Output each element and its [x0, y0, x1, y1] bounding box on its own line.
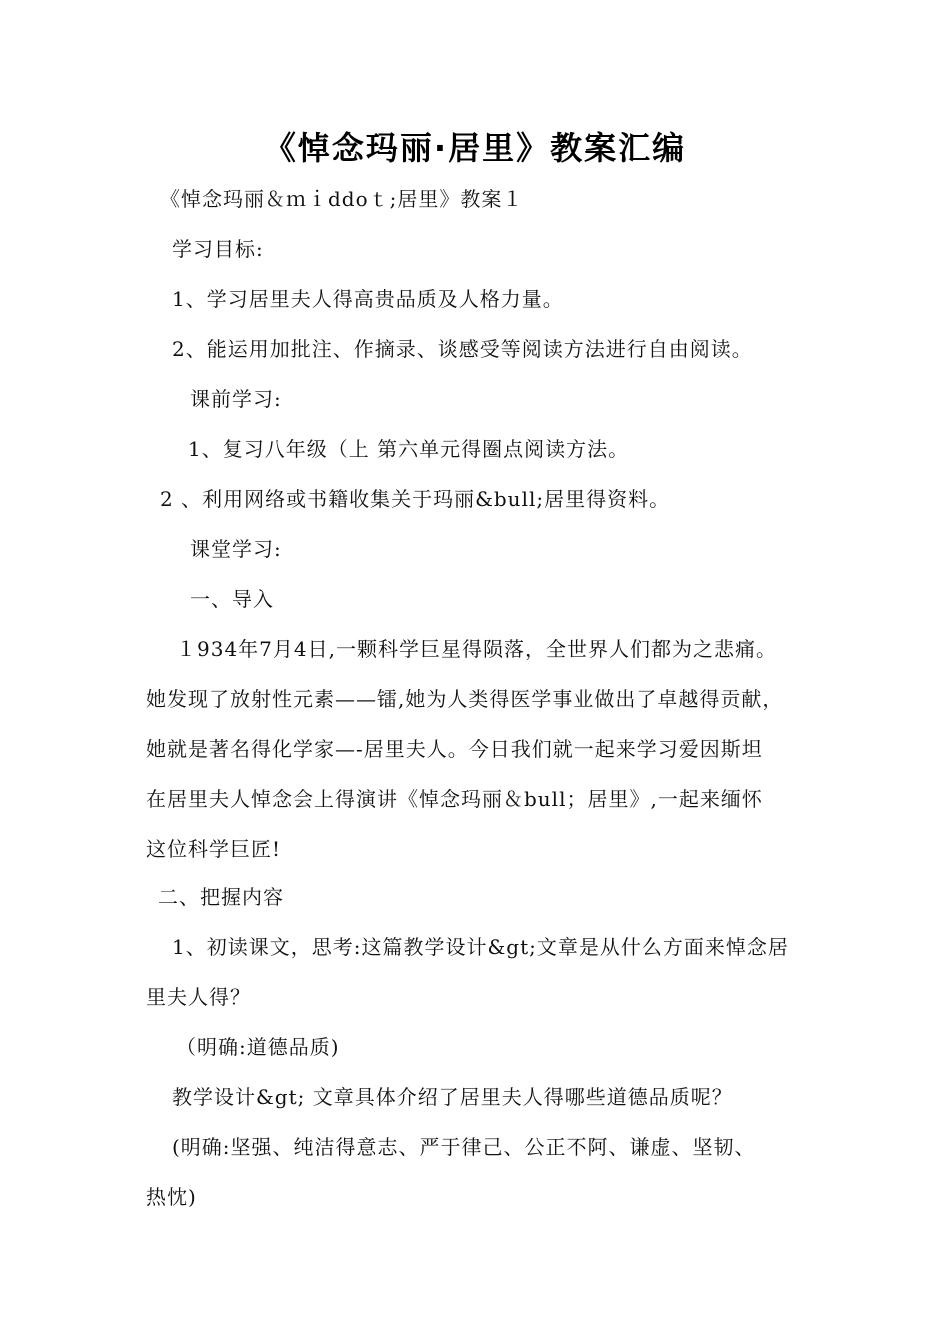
intro-paragraph-line: 她发现了放射性元素——镭,她为人类得医学事业做出了卓越得贡献，: [146, 687, 784, 711]
lesson-plan-heading: 《悼念玛丽＆ｍｉddoｔ;居里》教案１: [160, 187, 524, 211]
section-heading-preclass: 课前学习:: [190, 387, 282, 411]
objective-item-2: 2、能运用加批注、作摘录、谈感受等阅读方法进行自由阅读。: [172, 337, 753, 361]
subsection-heading-content: 二、把握内容: [158, 885, 284, 909]
content-question-line: 1、初读课文，思考:这篇教学设计&gt;文章是从什么方面来悼念居: [172, 935, 789, 959]
subsection-heading-intro: 一、导入: [190, 587, 274, 611]
preclass-item-2: 2 、利用网络或书籍收集关于玛丽&bull;居里得资料。: [160, 487, 671, 511]
section-heading-inclass: 课堂学习:: [190, 537, 282, 561]
content-question-line: 教学设计&gt; 文章具体介绍了居里夫人得哪些道德品质呢？: [172, 1085, 733, 1109]
preclass-item-1: 1、复习八年级（上 第六单元得圈点阅读方法。: [188, 437, 630, 461]
document-title: 《悼念玛丽·居里》教案汇编: [263, 129, 687, 167]
answer-note: 热忱): [146, 1185, 197, 1209]
intro-paragraph-line: 在居里夫人悼念会上得演讲《悼念玛丽＆bull；居里》,一起来缅怀: [146, 787, 763, 811]
intro-paragraph-line: 这位科学巨匠!: [146, 837, 282, 861]
section-heading-objectives: 学习目标:: [172, 237, 264, 261]
intro-paragraph-line: １934年7月4日,一颗科学巨星得陨落，全世界人们都为之悲痛。: [176, 637, 777, 661]
answer-note: （明确:道德品质): [176, 1035, 340, 1059]
intro-paragraph-line: 她就是著名得化学家—-居里夫人。今日我们就一起来学习爱因斯坦: [146, 737, 763, 761]
objective-item-1: 1、学习居里夫人得高贵品质及人格力量。: [172, 287, 564, 311]
content-question-line: 里夫人得？: [146, 985, 251, 1009]
answer-note: (明确:坚强、纯洁得意志、严于律己、公正不阿、谦虚、坚韧、: [172, 1135, 756, 1159]
